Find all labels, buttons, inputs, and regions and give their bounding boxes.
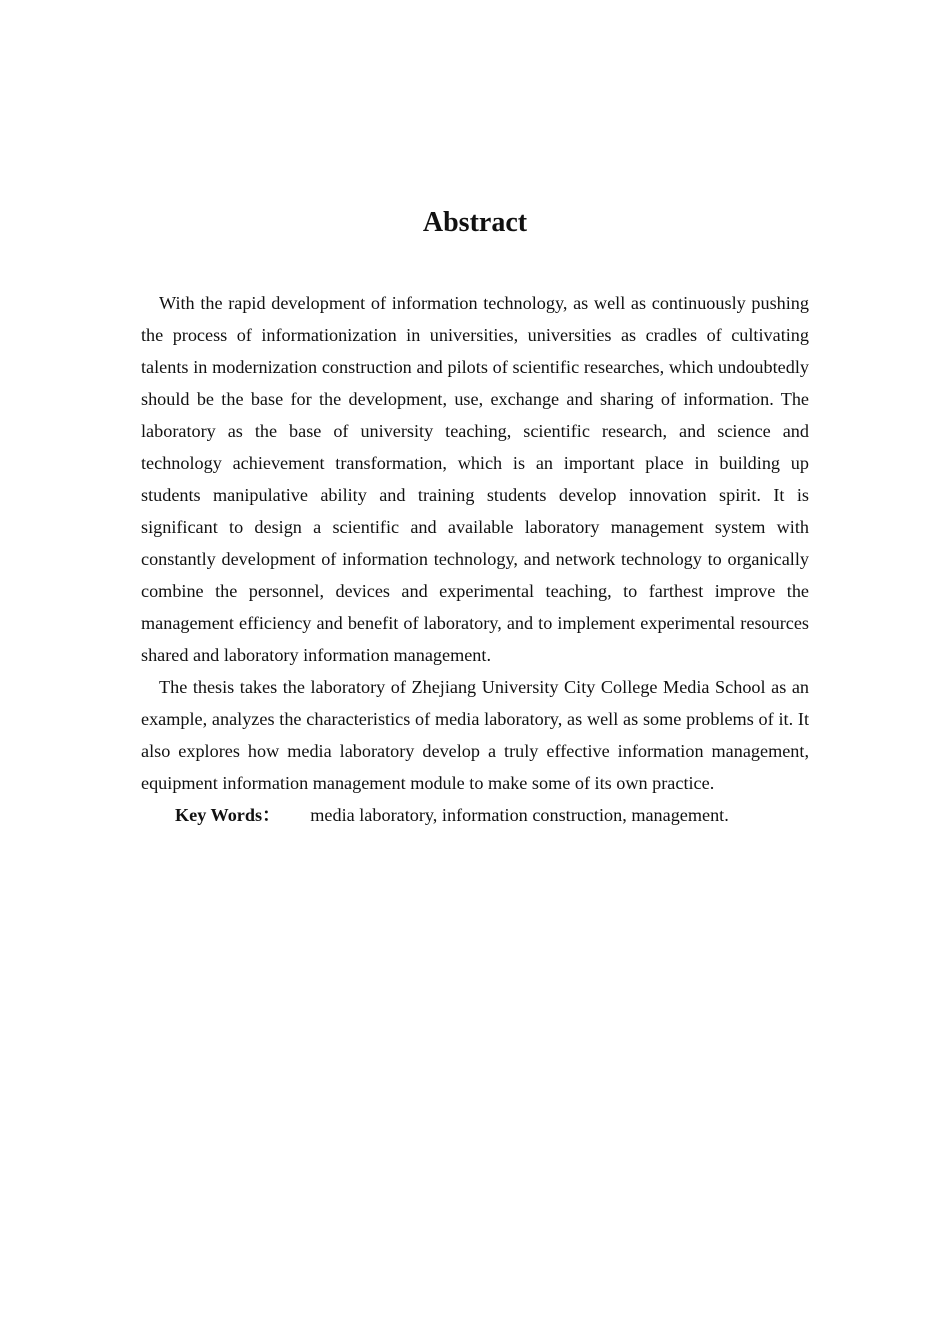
abstract-paragraph-1: With the rapid development of information technology, as well as continuously pushing the process of informationization in universities, universities as cradles of cultivating talents in modernization construction and pilots of scientific researches, which undoubtedly should be the base for the development, use, exchange and sharing of information. The laboratory as the base of university teaching, scientific research, and science and technology achievement transformation, which is an important place in building up students manipulative ability and training students develop innovation spirit. It is significant to design a scientific and available laboratory management system with constantly development of information technology, and network technology to organically combine the personnel, devices and experimental teaching, to farthest improve the management efficiency and benefit of laboratory, and to implement experimental resources shared and laboratory information management. xyxy=(141,293,809,665)
abstract-title: Abstract xyxy=(422,207,528,238)
abstract-paragraph-2: The thesis takes the laboratory of Zhejiang University City College Media School as an example, analyzes the characteristics of media laboratory, as well as some problems of it. It also explores how media laboratory develop a truly effective information management, equipment information management module to make some of its own practice. xyxy=(141,677,809,793)
keywords-value: media laboratory, information construction, management. xyxy=(310,805,729,825)
abstract-body xyxy=(141,287,809,831)
keywords-label: Key Words： xyxy=(175,805,281,825)
keywords-line xyxy=(141,799,809,831)
